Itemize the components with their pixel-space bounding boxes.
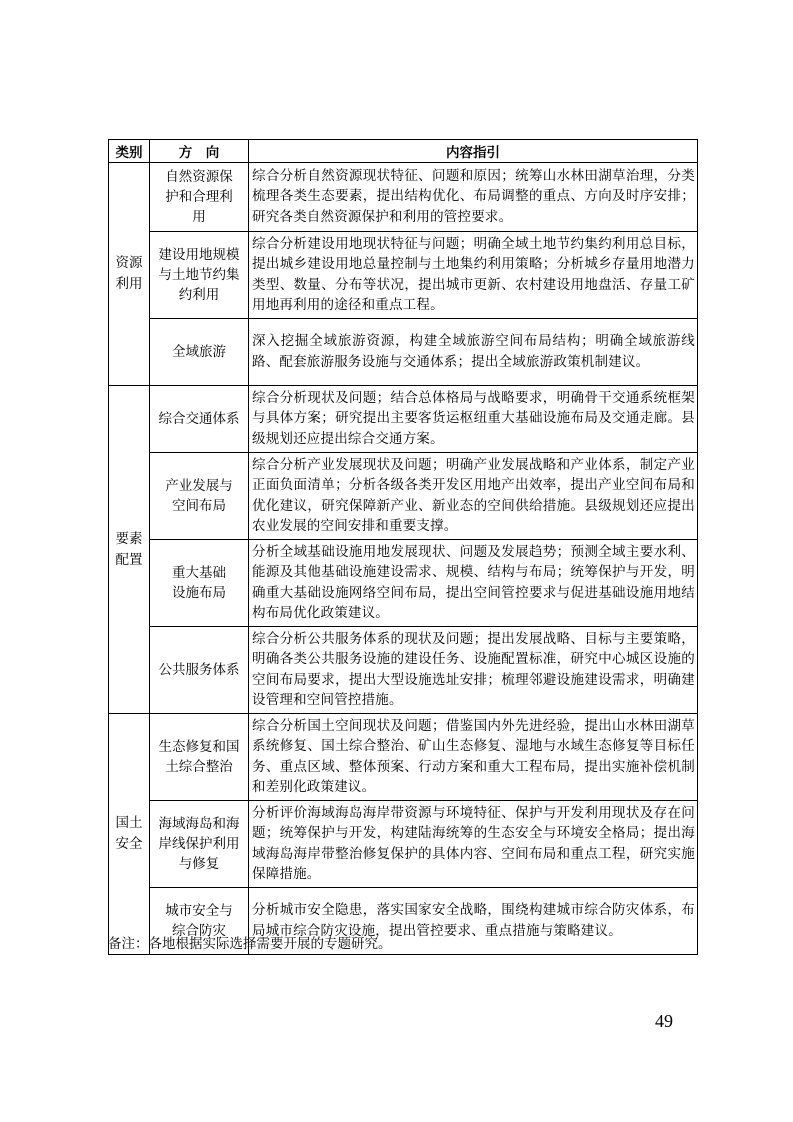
content-cell: 分析评价海域海岛海岸带资源与环境特征、保护与开发利用现状及存在问题；统筹保护与开发，构建陆海统筹的生态安全与环境安全格局；提出海域海岛海岸带整治修复保护的具体内容、空间布局和重点工程，研究实施保障措施。 [249, 801, 698, 888]
category-cell: 要素配置 [109, 386, 150, 714]
content-cell: 分析城市安全隐患，落实国家安全战略，围绕构建城市综合防灾体系，布局城市综合防灾设施，提出管控要求、重点措施与策略建议。 [249, 888, 698, 955]
direction-cell: 综合交通体系 [150, 386, 249, 453]
direction-cell: 城市安全与综合防灾 [150, 888, 249, 955]
table-row [109, 801, 698, 888]
table-row [109, 232, 698, 319]
page-number: 49 [655, 1011, 673, 1031]
header-content: 内容指引 [249, 140, 698, 163]
table-row [109, 163, 698, 232]
direction-cell: 自然资源保护和合理利用 [150, 163, 249, 232]
content-cell: 综合分析自然资源现状特征、问题和原因；统筹山水林田湖草治理，分类梳理各类生态要素，提出结构优化、布局调整的重点、方向及时序安排；研究各类自然资源保护和利用的管控要求。 [249, 163, 698, 232]
direction-cell: 重大基础设施布局 [150, 540, 249, 627]
header-category: 类别 [109, 140, 150, 163]
table-row [109, 714, 698, 801]
table-row [109, 627, 698, 714]
content-cell: 综合分析产业发展现状及问题；明确产业发展战略和产业体系，制定产业正面负面清单；分析各级各类开发区用地产出效率，提出产业空间布局和优化建议，研究保障新产业、新业态的空间供给措施。县级规划还应提出农业发展的空间安排和重要支撑。 [249, 453, 698, 540]
table-row [109, 319, 698, 386]
direction-cell: 公共服务体系 [150, 627, 249, 714]
direction-cell: 海域海岛和海岸线保护利用与修复 [150, 801, 249, 888]
direction-cell: 全域旅游 [150, 319, 249, 386]
table-row [109, 386, 698, 453]
topic-table [108, 139, 698, 955]
table-header-row [109, 140, 698, 163]
content-cell: 综合分析建设用地现状特征与问题；明确全域土地节约集约利用总目标，提出城乡建设用地总量控制与土地集约利用策略；分析城乡存量用地潜力类型、数量、分布等状况，提出城市更新、农村建设用地盘活、存量工矿用地再利用的途径和重点工程。 [249, 232, 698, 319]
content-cell: 综合分析公共服务体系的现状及问题；提出发展战略、目标与主要策略，明确各类公共服务设施的建设任务、设施配置标准，研究中心城区设施的空间布局要求，提出大型设施选址安排；梳理邻避设施建设需求，明确建设管理和空间管控措施。 [249, 627, 698, 714]
direction-cell: 生态修复和国土综合整治 [150, 714, 249, 801]
table-row [109, 453, 698, 540]
category-cell: 资源利用 [109, 163, 150, 386]
direction-cell: 产业发展与空间布局 [150, 453, 249, 540]
content-cell: 分析全域基础设施用地发展现状、问题及发展趋势；预测全域主要水利、能源及其他基础设施建设需求、规模、结构与布局；统筹保护与开发，明确重大基础设施网络空间布局，提出空间管控要求与促进基础设施用地结构布局优化政策建议。 [249, 540, 698, 627]
content-cell: 综合分析国土空间现状及问题；借鉴国内外先进经验，提出山水林田湖草系统修复、国土综合整治、矿山生态修复、湿地与水域生态修复等目标任务、重点区域、整体预案、行动方案和重大工程布局，提出实施补偿机制和差别化政策建议。 [249, 714, 698, 801]
table-row [109, 540, 698, 627]
content-cell: 深入挖掘全域旅游资源，构建全域旅游空间布局结构；明确全域旅游线路、配套旅游服务设施与交通体系；提出全域旅游政策机制建议。 [249, 319, 698, 386]
header-direction: 方 向 [150, 140, 249, 163]
content-cell: 综合分析现状及问题；结合总体格局与战略要求，明确骨干交通系统框架与具体方案；研究提出主要客货运枢纽重大基础设施布局及交通走廊。县级规划还应提出综合交通方案。 [249, 386, 698, 453]
direction-cell: 建设用地规模与土地节约集约利用 [150, 232, 249, 319]
table-note: 备注：各地根据实际选择需要开展的专题研究。 [108, 936, 392, 952]
category-cell: 国土安全 [109, 714, 150, 955]
topic-table-container [108, 139, 697, 955]
